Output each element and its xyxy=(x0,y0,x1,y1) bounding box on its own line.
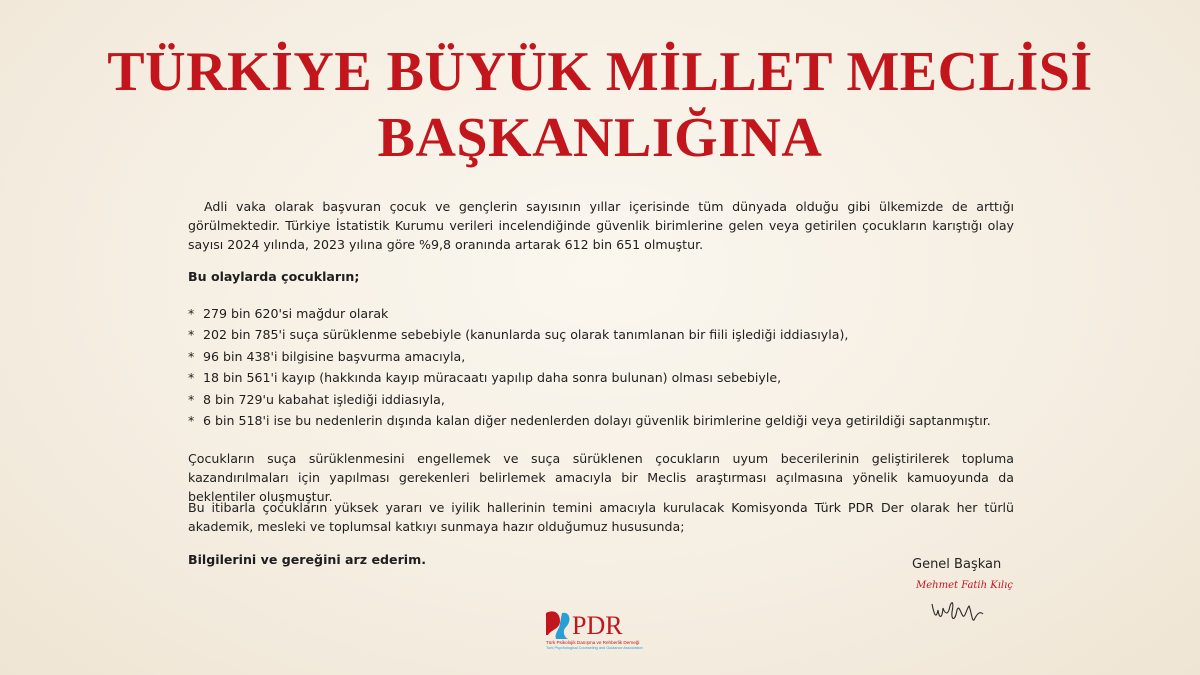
bullet-marker: * xyxy=(188,391,195,407)
bullet-marker: * xyxy=(188,370,195,386)
logo-tagline-en: Turk Psychological Counseling and Guidance Association xyxy=(546,646,643,650)
list-item-text: 279 bin 620'si mağdur olarak xyxy=(203,306,389,321)
bullets-lead: Bu olaylarda çocukların; xyxy=(188,269,360,284)
pdr-logo xyxy=(542,607,662,651)
list-item-text: 8 bin 729'u kabahat işlediği iddiasıyla, xyxy=(203,391,445,407)
logo-tagline-tr: Türk Psikolojik Danışma ve Rehberlik Derneği xyxy=(546,640,640,645)
list-item xyxy=(188,410,1014,431)
list-item-text: 6 bin 518'i ise bu nedenlerin dışında kalan diğer nedenlerden dolayı güvenlik birimlerine geldiği veya getirildiği saptanmıştır. xyxy=(203,412,991,428)
bullet-marker: * xyxy=(188,327,195,343)
intro-paragraph: Adli vaka olarak başvuran çocuk ve gençlerin sayısının yıllar içerisinde tüm dünyada olduğu gibi ülkemizde de arttığı görülmektedir. Türkiye İstatistik Kurumu verileri incelendiğinde güvenlik birimlerine gelen veya getirilen çocukların karıştığı olay sayısı 2024 yılında, 2023 yılına göre %9,8 oranında artarak 612 bin 651 olmuştur. xyxy=(188,199,1014,252)
bullet-marker: * xyxy=(188,348,195,364)
list-item xyxy=(188,324,1014,345)
statistics-list xyxy=(188,303,1014,431)
list-item xyxy=(188,389,1014,410)
handwritten-signature xyxy=(930,596,986,626)
list-item xyxy=(188,346,1014,367)
title-line-2: BAŞKANLIĞINA xyxy=(377,107,823,169)
list-item xyxy=(188,303,1014,324)
list-item-text: 18 bin 561'i kayıp (hakkında kayıp müracaatı yapılıp daha sonra bulunan) olması sebebiyle, xyxy=(203,370,782,386)
bullet-marker: * xyxy=(188,412,195,428)
title-line-1: TÜRKİYE BÜYÜK MİLLET MECLİSİ xyxy=(107,41,1093,103)
list-item-text: 96 bin 438'i bilgisine başvurma amacıyla, xyxy=(203,348,466,364)
list-item xyxy=(188,367,1014,388)
signatory-name: Mehmet Fatih Kılıç xyxy=(916,580,1013,591)
bullet-marker: * xyxy=(188,306,195,321)
list-item-text: 202 bin 785'i suça sürüklenme sebebiyle (kanunlarda suç olarak tanımlanan bir fiili işlediği iddiasıyla), xyxy=(203,327,849,343)
logo-wordmark: PDR xyxy=(572,611,623,640)
paragraph-research-request: Çocukların suça sürüklenmesini engellemek ve suça sürüklenen çocukların uyum becerilerinin geliştirilerek topluma kazandırılmaları için yapılması gerekenleri belirlemek amacıyla bir Meclis araştırması açılmasına yönelik kamuoyunda da beklentiler oluşmuştur. xyxy=(188,451,1014,504)
signatory-role: Genel Başkan xyxy=(912,557,1002,572)
paragraph-commission-offer: Bu itibarla çocukların yüksek yararı ve iyilik hallerinin temini amacıyla kurulacak Komisyonda Türk PDR Der olarak her türlü akademik, mesleki ve toplumsal katkıyı sunmaya hazır olduğumuz hususunda; xyxy=(188,500,1014,534)
closing-line: Bilgilerini ve gereğini arz ederim. xyxy=(188,552,427,567)
